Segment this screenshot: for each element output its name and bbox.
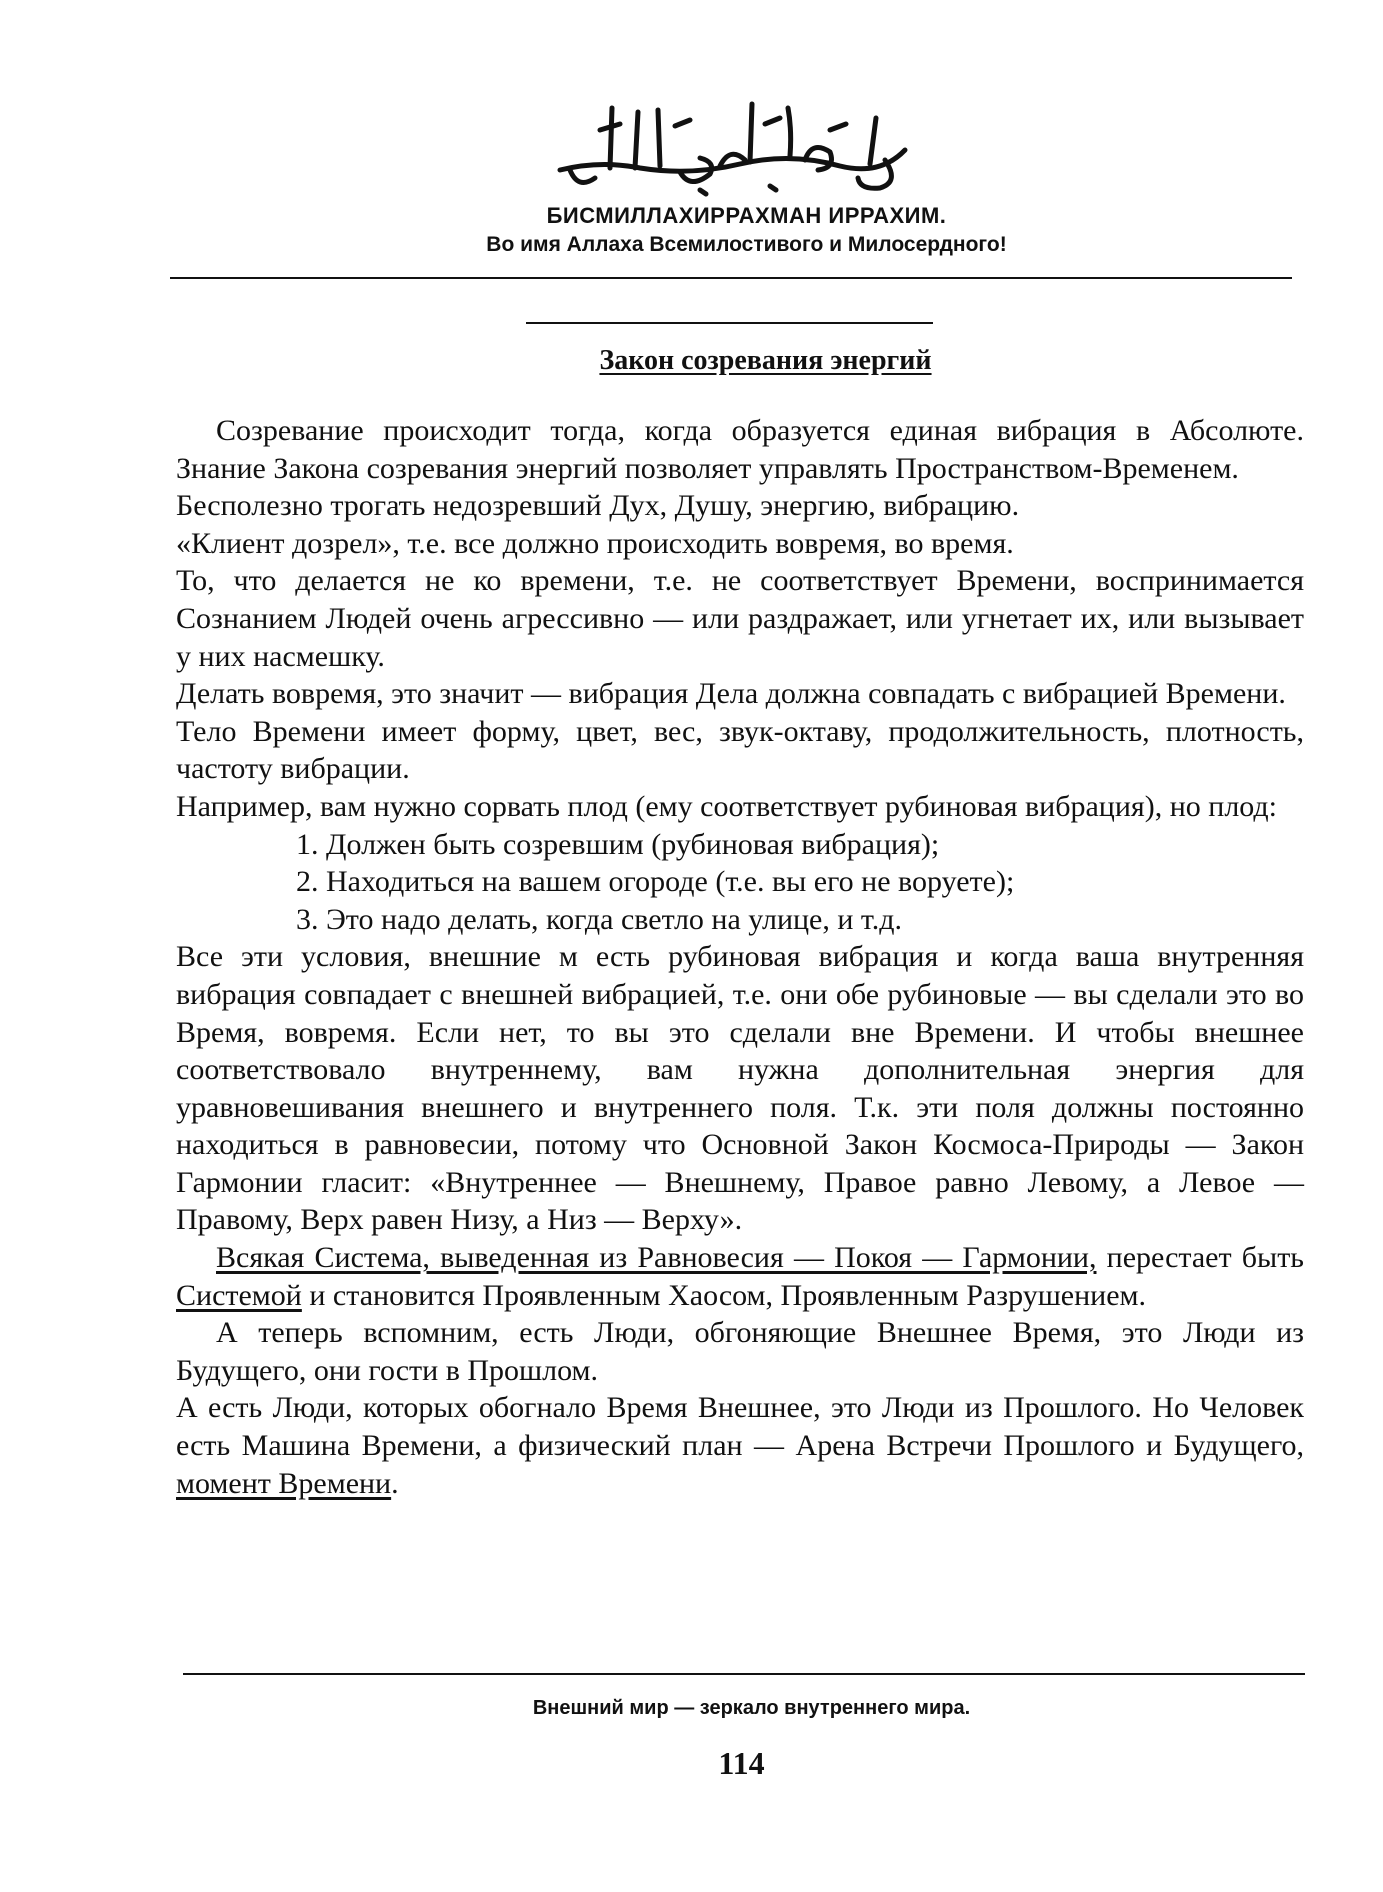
list-item: 2. Находиться на вашем огороде (т.е. вы его не воруете);: [296, 865, 1015, 899]
paragraph: То, что делается не ко времени, т.е. не соответствует Времени, воспринимается Сознанием Людей очень агрессивно — или раздражает, или угнетает их, или вызывает у них насмешку.: [176, 564, 1304, 673]
underlined-phrase: Системой: [176, 1278, 302, 1312]
underlined-phrase: момент Времени: [176, 1466, 392, 1500]
paragraph: А теперь вспомним, есть Люди, обгоняющие Внешнее Время, это Люди из Будущего, они гости в Прошлом.: [176, 1316, 1304, 1387]
paragraph: Например, вам нужно сорвать плод (ему соответствует рубиновая вибрация), но плод:: [176, 789, 1278, 823]
text-run: .: [391, 1466, 399, 1500]
list-item: 3. Это надо делать, когда светло на улице, и т.д.: [296, 902, 903, 936]
header-bismillah-translation: Во имя Аллаха Всемилостивого и Милосердного!: [486, 233, 1007, 256]
paragraph: [176, 1389, 1304, 1502]
bismillah-calligraphy: [540, 90, 920, 200]
body-text: [176, 412, 1304, 1502]
paragraph: [176, 1239, 1304, 1314]
text-run: и становится Проявленным Хаосом, Проявленным Разрушением.: [301, 1278, 1147, 1312]
text-run: перестает быть: [1096, 1241, 1304, 1275]
paragraph: Созревание происходит тогда, когда образуется единая вибрация в Абсолюте. Знание Закона созревания энергий позволяет управлять Пространством-Временем.: [176, 414, 1304, 485]
section-title: [0, 345, 1383, 377]
page-footer: Внешний мир — зеркало внутреннего мира.: [532, 1697, 971, 1719]
header-bismillah-transliteration: БИСМИЛЛАХИРРАХМАН ИРРАХИМ.: [546, 203, 947, 228]
paragraph: Тело Времени имеет форму, цвет, вес, звук-октаву, продолжительность, плотность, частоту вибрации.: [176, 714, 1304, 786]
section-title-text: Закон созревания энергий: [599, 345, 932, 376]
paragraph: Бесполезно трогать недозревший Дух, Душу, энергию, вибрацию.: [176, 489, 1020, 523]
footer-divider: [183, 1673, 1305, 1675]
page-header: [0, 202, 1383, 260]
title-divider: [526, 322, 933, 324]
header-divider: [170, 277, 1292, 279]
page-number: 114: [718, 1745, 765, 1781]
list-item: 1. Должен быть созревшим (рубиновая вибрация);: [296, 827, 940, 861]
underlined-phrase: Всякая Система, выведенная из Равновесия — Покоя — Гармонии,: [216, 1241, 1097, 1275]
paragraph: «Клиент дозрел», т.е. все должно происходить вовремя, во время.: [176, 526, 1014, 560]
paragraph: Делать вовремя, это значит — вибрация Дела должна совпадать с вибрацией Времени.: [176, 677, 1286, 711]
text-run: А есть Люди, которых обогнало Время Внешнее, это Люди из Прошлого. Но Человек есть Машина Времени, а физический план — Арена Встречи Прошлого и Будущего,: [176, 1391, 1304, 1463]
arabic-calligraphy-image: [540, 90, 920, 200]
paragraph: Все эти условия, внешние м есть рубиновая вибрация и когда ваша внутренняя вибрация совпадает с внешней вибрацией, т.е. они обе рубиновые — вы сделали это во Время, вовремя. Если нет, то вы это сделали вне Времени. И чтобы внешнее соответствовало внутреннему, вам нужна дополнительная энергия для уравновешивания внешнего и внутреннего поля. Т.к. эти поля должны постоянно находиться в равновесии, потому что Основной Закон Космоса-Природы — Закон Гармонии гласит: «Внутреннее — Внешнему, Правое равно Левому, а Левое — Правому, Верх равен Низу, а Низ — Верху».: [176, 940, 1304, 1237]
